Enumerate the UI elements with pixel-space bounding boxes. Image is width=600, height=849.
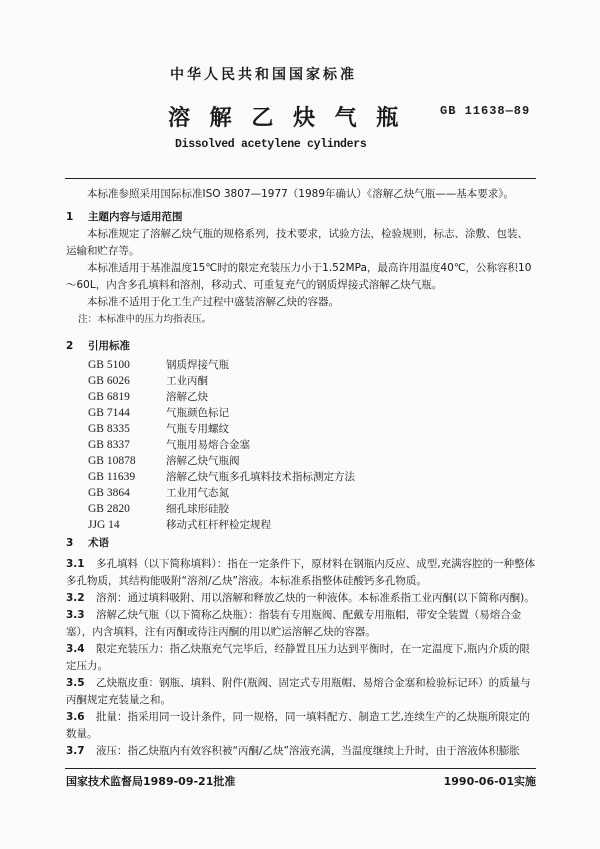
reference-item	[88, 501, 536, 517]
document-body	[66, 186, 536, 760]
reference-name: 细孔球形硅胶	[166, 503, 229, 515]
term-definition	[66, 556, 536, 590]
reference-item	[88, 485, 536, 501]
reference-code: GB 6819	[88, 391, 130, 403]
reference-name: 移动式杠杆秤检定规程	[166, 519, 271, 531]
reference-item	[88, 437, 536, 453]
document-title: 溶 解 乙 炔 气 瓶	[168, 106, 405, 131]
section-3-heading: 3 术语	[66, 537, 109, 549]
term-number: 3.3	[66, 609, 85, 621]
reference-name: 钢质焊接气瓶	[166, 359, 229, 371]
term-number: 3.4	[66, 643, 85, 655]
term-definition	[66, 709, 536, 743]
section-2-heading: 2 引用标准	[66, 340, 130, 352]
reference-name: 气瓶专用螺纹	[166, 423, 229, 435]
reference-code: JJG 14	[88, 519, 120, 531]
section-1-heading: 1 主题内容与适用范围	[66, 211, 183, 223]
reference-name: 溶解乙炔气瓶阀	[166, 455, 240, 467]
reference-code: GB 2820	[88, 503, 130, 515]
term-number: 3.6	[66, 711, 85, 723]
reference-code: GB 5100	[88, 359, 130, 371]
term-text: 溶解乙炔气瓶（以下简称乙炔瓶）：指装有专用瓶阀、配戴专用瓶帽，带安全装置（易熔合金塞），内含填料，注有丙酮或待注丙酮的用以贮运溶解乙炔的容器。	[66, 609, 522, 638]
term-text: 限定充装压力：指乙炔瓶充气完毕后，经静置且压力达到平衡时，在一定温度下,瓶内介质的限定压力。	[66, 643, 530, 672]
reference-item	[88, 357, 536, 373]
reference-code: GB 11639	[88, 471, 136, 483]
term-number: 3.7	[66, 745, 85, 757]
reference-code: GB 6026	[88, 375, 130, 387]
term-number: 3.2	[66, 592, 85, 604]
footer	[66, 775, 536, 789]
term-number: 3.1	[66, 558, 85, 570]
term-text: 批量：指采用同一设计条件，同一规格，同一填料配方、制造工艺,连续生产的乙炔瓶所限定的数量。	[66, 711, 530, 740]
approval-date: 国家技术监督局1989-09-21批准	[66, 775, 236, 788]
reference-item	[88, 453, 536, 469]
paragraph: 本标准适用于基准温度15℃时的限定充装压力小于1.52MPa，最高许用温度40℃，公称容积10～60L，内含多孔填料和溶剂，移动式、可重复充气的钢质焊接式溶解乙炔气瓶。	[66, 262, 532, 291]
term-text: 液压：指乙炔瓶内有效容积被“丙酮/乙炔”溶液充满，当温度继续上升时，由于溶液体积膨胀	[96, 745, 520, 757]
term-definition	[66, 641, 536, 675]
term-text: 溶剂：通过填料吸附、用以溶解和释放乙炔的一种液体。本标准系指工业丙酮(以下简称丙酮)。	[96, 592, 535, 604]
reference-name: 工业丙酮	[166, 375, 208, 387]
term-text: 乙炔瓶皮重：钢瓶、填料、附件(瓶阀、固定式专用瓶帽、易熔合金塞和检验标记环）的质量与丙酮规定充装量之和。	[66, 677, 531, 706]
term-list	[66, 556, 536, 760]
note: 注：本标准中的压力均指表压。	[78, 314, 212, 325]
effective-date: 1990-06-01实施	[443, 775, 536, 788]
intro-text: 本标准参照采用国际标准ISO 3807—1977（1989年确认）《溶解乙炔气瓶——基本要求》。	[87, 188, 515, 200]
term-text: 多孔填料（以下简称填料）：指在一定条件下，原材料在钢瓶内反应、成型,充满容腔的一种整体多孔物质，其结构能吸附“溶剂/乙炔”溶液。本标准系指整体硅酸钙多孔物质。	[66, 558, 536, 587]
reference-item	[88, 469, 536, 485]
term-definition	[66, 607, 536, 641]
header-divider	[65, 178, 536, 179]
reference-name: 溶解乙炔	[166, 391, 208, 403]
term-number: 3.5	[66, 677, 85, 689]
reference-item	[88, 517, 536, 533]
english-title: Dissolved acetylene cylinders	[175, 138, 367, 151]
reference-name: 工业用气态氮	[166, 487, 229, 499]
reference-code: GB 10878	[88, 455, 136, 467]
reference-code: GB 8337	[88, 439, 130, 451]
term-definition	[66, 675, 536, 709]
paragraph: 本标准不适用于化工生产过程中盛装溶解乙炔的容器。	[87, 296, 339, 308]
paragraph: 本标准规定了溶解乙炔气瓶的规格系列，技术要求，试验方法，检验规则，标志、涂敷、包装、运输和贮存等。	[66, 228, 528, 257]
reference-name: 气瓶颜色标记	[166, 407, 229, 419]
term-definition	[66, 590, 536, 607]
reference-item	[88, 373, 536, 389]
reference-item	[88, 389, 536, 405]
reference-name: 溶解乙炔气瓶多孔填料技术指标测定方法	[166, 471, 355, 483]
reference-code: GB 3864	[88, 487, 130, 499]
reference-list	[66, 357, 536, 533]
term-definition	[66, 743, 536, 760]
reference-name: 气瓶用易熔合金塞	[166, 439, 250, 451]
reference-item	[88, 405, 536, 421]
reference-code: GB 7144	[88, 407, 130, 419]
standard-code: GB 11638—89	[440, 104, 531, 118]
issuer-heading: 中华人民共和国国家标准	[170, 67, 357, 83]
reference-code: GB 8335	[88, 423, 130, 435]
reference-item	[88, 421, 536, 437]
footer-divider	[65, 768, 536, 769]
